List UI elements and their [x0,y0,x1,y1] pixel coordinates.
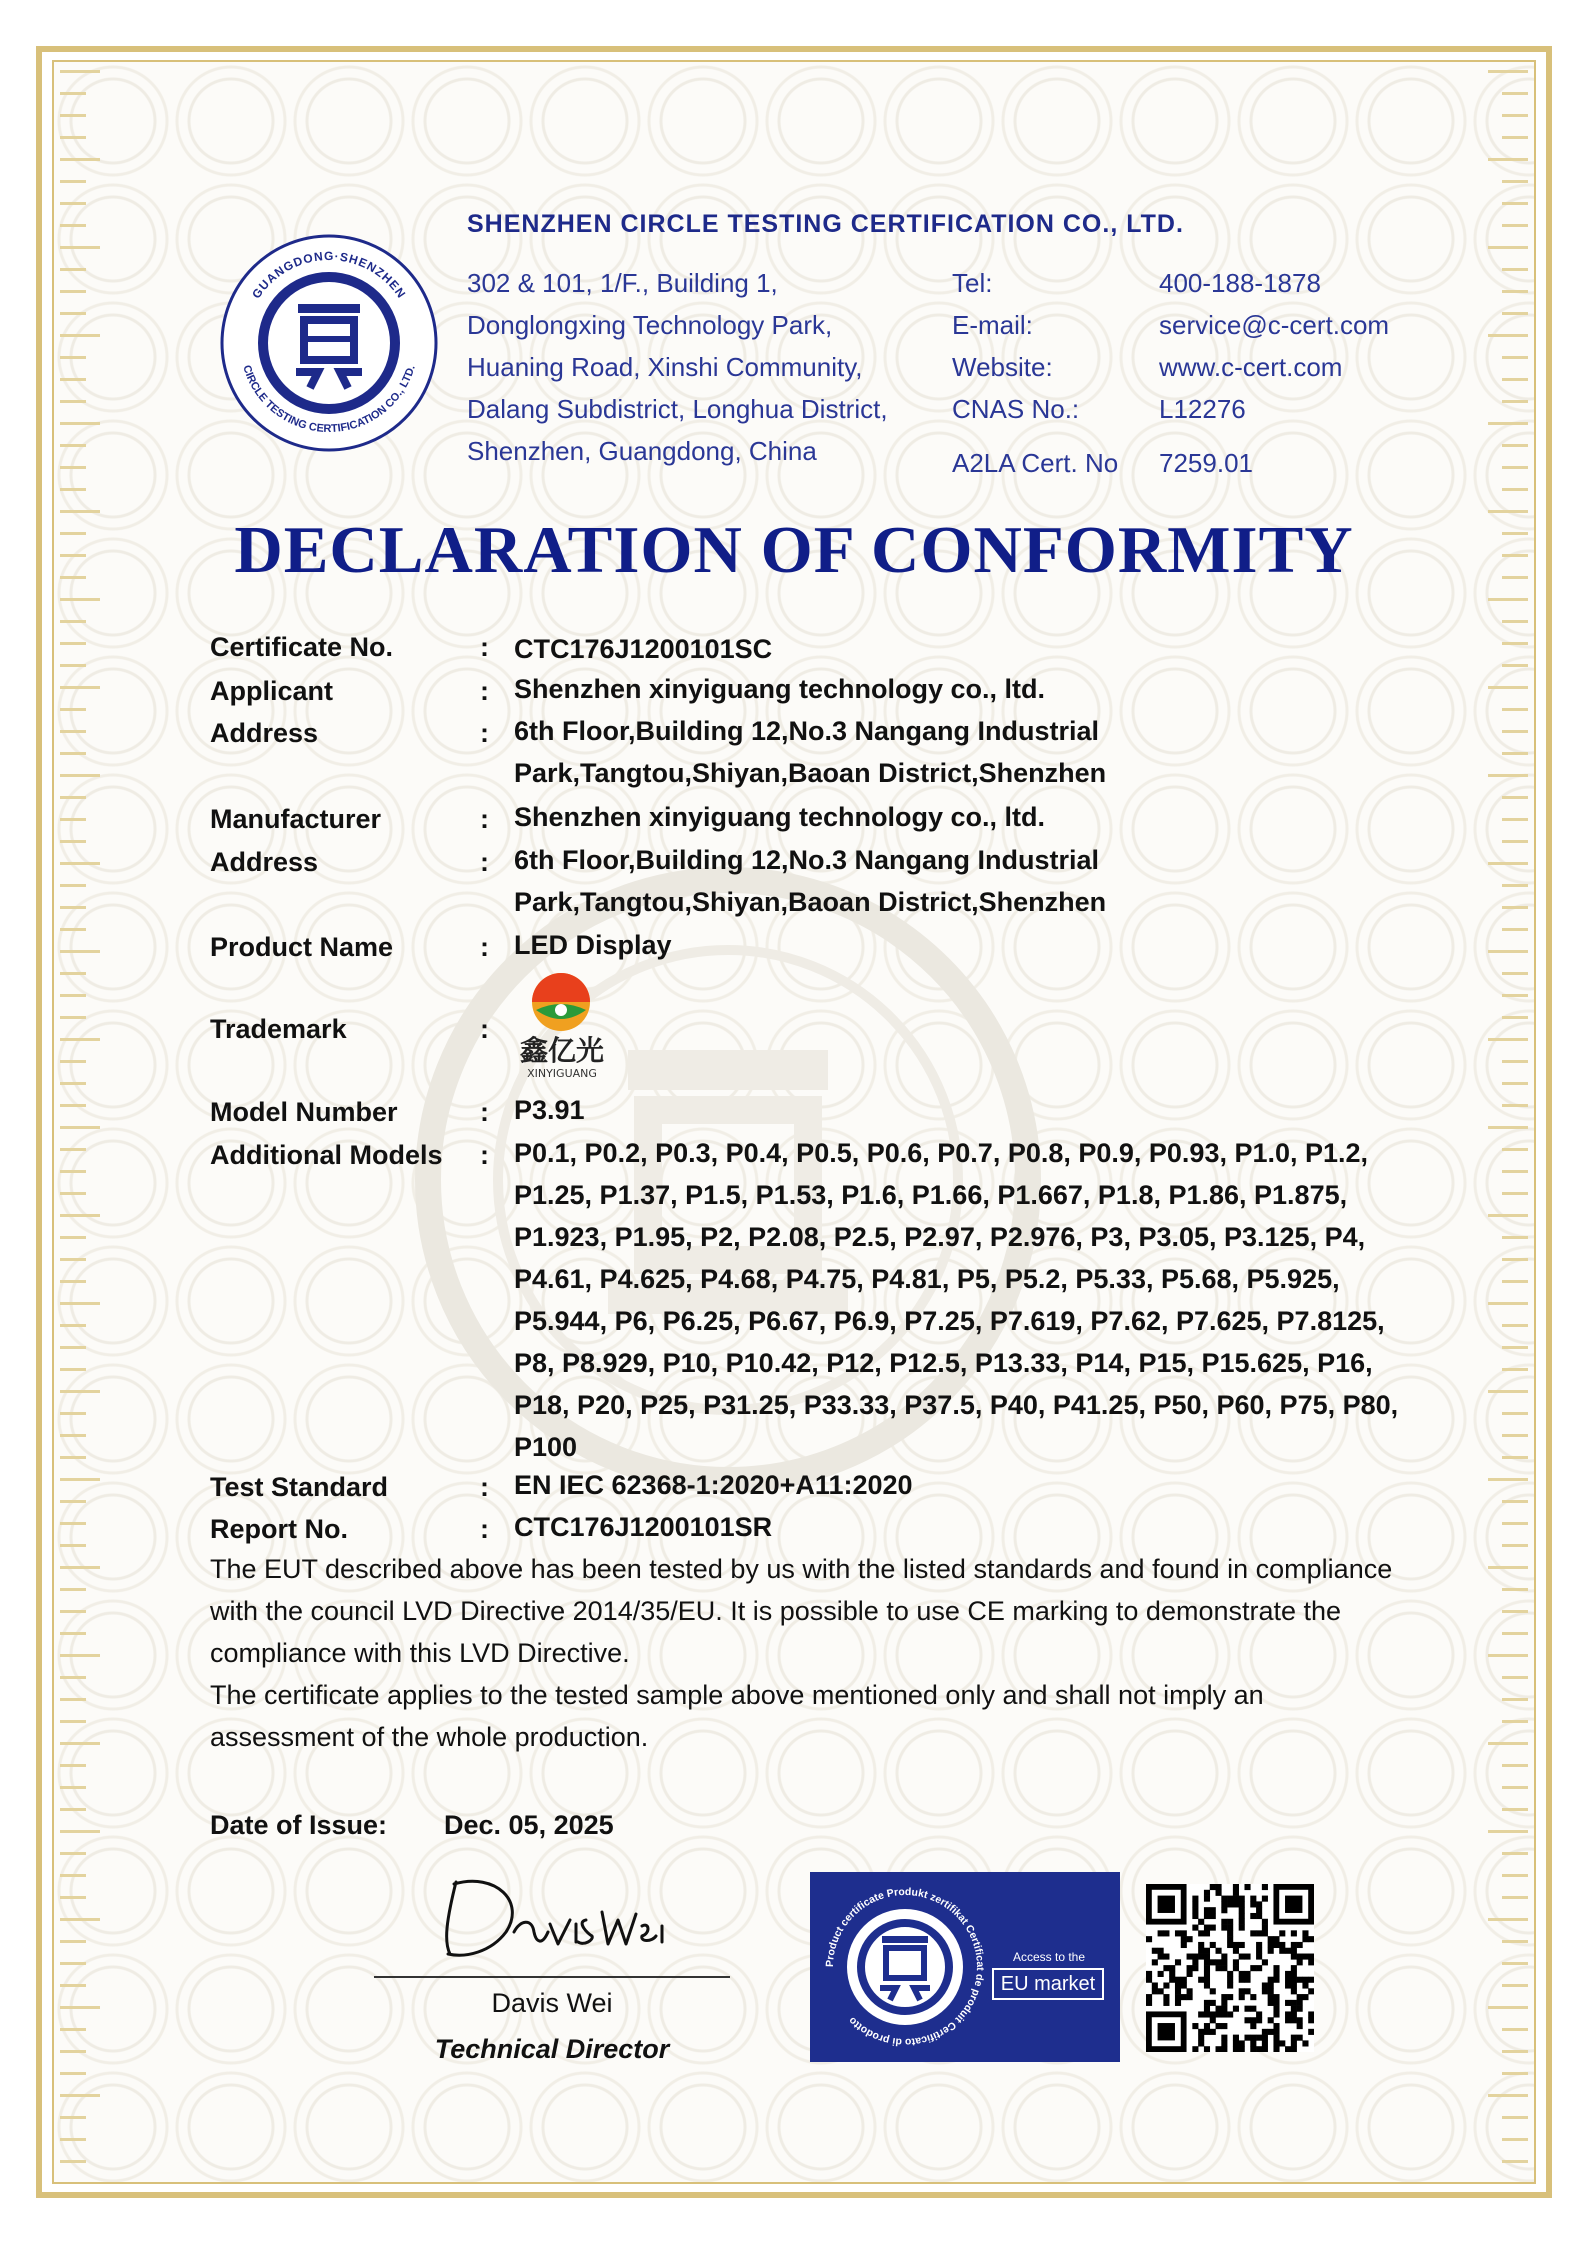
border-tick [1502,488,1528,491]
border-tick [60,1500,86,1503]
border-tick [60,950,100,953]
border-tick [60,1984,86,1987]
a2la-value: 7259.01 [1159,448,1253,478]
border-tick [60,774,100,777]
border-tick [60,466,86,469]
border-tick [60,1522,86,1525]
border-tick [60,1962,86,1965]
border-tick [60,224,86,227]
border-tick [60,1764,86,1767]
border-tick [60,378,86,381]
border-tick [60,972,86,975]
tel-value: 400-188-1878 [1159,268,1321,298]
border-tick [60,1148,86,1151]
border-tick [60,686,100,689]
border-tick [60,180,86,183]
border-tick [1488,2094,1528,2097]
border-tick [60,1390,100,1393]
applicant-value: Shenzhen xinyiguang technology co., ltd. [514,674,1046,704]
border-tick [60,994,86,997]
border-tick [60,708,86,711]
border-tick [60,312,86,315]
border-tick [1502,2138,1528,2141]
border-tick [1502,202,1528,205]
border-tick [60,246,100,249]
qr-code-icon [1146,1884,1314,2052]
border-tick [60,1302,100,1305]
border-tick [60,1324,86,1327]
contact-values [1159,262,1389,430]
border-tick [1502,378,1528,381]
border-tick [1488,1654,1528,1657]
border-tick [1488,246,1528,249]
contact-labels: Tel: E-mail: Website: CNAS No.: [952,268,1080,424]
website-value: www.c-cert.com [1159,352,1343,382]
company-address: 302 & 101, 1/F., Building 1, Donglongxing Technology Park, Huaning Road, Xinshi Community, Dalang Subdistrict, Longhua District, Shenzhen, Guangdong, China [467,268,888,466]
sunrise-logo-icon [514,970,616,1082]
test-standard-value: EN IEC 62368-1:2020+A11:2020 [514,1470,913,1500]
border-tick [1502,1610,1528,1613]
border-tick [1502,180,1528,183]
border-tick [60,444,86,447]
border-tick [1502,92,1528,95]
border-tick [1488,1038,1528,1041]
border-tick [1502,114,1528,117]
border-tick [60,1896,86,1899]
left-border-ticks [60,70,100,2170]
border-tick [60,268,86,271]
border-tick [1488,1830,1528,1833]
border-tick [60,1720,86,1723]
border-tick [60,1170,86,1173]
border-tick [1502,2160,1528,2163]
border-tick [60,862,100,865]
border-tick [60,906,86,909]
border-tick [60,1082,86,1085]
border-tick [1502,356,1528,359]
border-tick [60,598,100,601]
border-tick [1502,136,1528,139]
border-tick [1502,224,1528,227]
border-tick [60,664,86,667]
border-tick [60,1412,86,1415]
border-tick [60,1434,86,1437]
border-tick [60,752,86,755]
border-tick [1502,1676,1528,1679]
company-name: SHENZHEN CIRCLE TESTING CERTIFICATION CO., LTD. [467,210,1184,238]
email-value: service@c-cert.com [1159,310,1390,340]
model-number-value: P3.91 [514,1095,585,1125]
border-tick [60,1192,86,1195]
border-tick [60,620,86,623]
border-tick [1502,1962,1528,1965]
border-tick [1502,400,1528,403]
border-tick [60,70,100,73]
border-tick [60,1874,86,1877]
border-tick [60,1654,100,1657]
border-tick [60,1016,86,1019]
border-tick [1502,268,1528,271]
border-tick [60,1456,86,1459]
product-certificate-seal-icon [816,1878,994,2056]
border-tick [60,1544,86,1547]
border-tick [1502,444,1528,447]
svg-text:CIRCLE TESTING CERTIFICATION C: CIRCLE TESTING CERTIFICATION CO., LTD. [240,363,418,436]
border-tick [1502,312,1528,315]
border-tick [60,2094,100,2097]
border-tick [60,1830,100,1833]
border-tick [1488,158,1528,161]
svg-text:鑫亿光: 鑫亿光 [519,1034,605,1067]
certificate-no-value: CTC176J1200101SC [514,634,773,664]
border-tick [60,2072,86,2075]
border-tick [60,1676,86,1679]
border-tick [1502,1984,1528,1987]
certificate-page: GUANGDONG·SHENZHEN CIRCLE TESTING CERTIFICATION CO., LTD. SHENZHEN CIRCLE TESTING CERTIFICATION CO., LTD. 302 & 101, 1/F., Building 1, Donglongxing Technology Park, Huaning Road, Xinshi Community, Dalang Subdistrict, Longhua District, Shenzhen, Guangdong, China Tel: E-mail: Website: CNAS No.: 400-188-1878 service@c-cert.com www.c-cert.com L12276 A2LA Cert. No 7259.01 DECLARATION OF CONFORMITY Certificate No. : CTC176J1200101SC Applicant : Shenzhen xinyiguang technology co., ltd. Address : 6th Floor,Building 12,No.3 Nangang Industrial Park,Tangtou,Shiyan,Baoan District,Shenzhen Manufacturer : Shenzhen xinyiguang technology co., ltd. Address : 6th Floor,Building 12,No.3 Nangang Industrial Park,Tangtou,Shiyan,Baoan District,Shenzhen Product Name : LED Display Trademark : 鑫亿光 XINYIGUANG Model Number : P3.91 Additional Models : P0.1, P0.2, P0.3, P0.4, P0.5, P0.6, P0.7, P0.8, P0.9, P0.93, P1.0, P1.2, P1.25, P1.37, P1.5, P1.53, P1.6, P1.66, P1.667, P1.8, P1.86, P1.875, P1.923, P1.95, P2, P2.08, P2.5, P2.97, P2.976, P3, P3.05, P3.125, P4, P4.61, P4.625, P4.68, P4.75, P4.81, P5, P5.2, P5.33, P5.68, P5.925, P5.944, P6, P6.25, P6.67, P6.9, P7.25, P7.619, P7.62, P7.625, P7.8125, P8, P8.929, P10, P10.42, P12, P12.5, P13.33, P14, P15, P15.625, P16, P18, P20, P25, P31.25, P33.33, P37.5, P40, P41.25, P50, P60, P75, P80, P100 Test Standard : EN IEC 62368-1:2020+A11:2020 Report No. : CTC176J1200101SR The EUT described above has been tested by us with the listed standards and found in compliance with the council LVD Directive 2014/35/EU. It is possible to use CE marking to demonstrate the compliance with this LVD Directive. The certificate applies to the tested sample above mentioned only and shall not imply an assessment of the whole production. Date of Issue: Dec. 05, 2025 Davis Wei Technical Director Product certificate Produkt zertifikat Certificat de produit Certificato di prodotto Access to the EU market [0,0,1588,2244]
border-tick [1502,1698,1528,1701]
cnas-value: L12276 [1159,394,1246,424]
border-tick [60,1236,86,1239]
border-tick [1502,290,1528,293]
border-tick [1488,70,1528,73]
border-tick [60,1940,86,1943]
border-tick [1502,2072,1528,2075]
border-tick [60,290,86,293]
border-tick [60,1588,86,1591]
border-tick [1502,2050,1528,2053]
border-tick [60,1786,86,1789]
svg-text:Product certificate Produkt ze: Product certificate Produkt zertifikat Certificat de produit Certificato di prodotto [823,1885,987,2049]
border-tick [60,1698,86,1701]
border-tick [60,92,86,95]
border-tick [60,1368,86,1371]
border-tick [60,2050,86,2053]
border-tick [60,818,86,821]
document-title: DECLARATION OF CONFORMITY [234,513,1354,587]
signature-line [374,1976,730,1978]
compliance-statement: The EUT described above has been tested by us with the listed standards and found in compliance with the council LVD Directive 2014/35/EU. It is possible to use CE marking to demonstrate the compliance with this LVD Directive. The certificate applies to the tested sample above mentioned only and shall not imply an assessment of the whole production. [210,1554,1393,1752]
circle-testing-seal-icon [218,232,440,454]
border-tick [60,1060,86,1063]
border-tick [1502,1632,1528,1635]
border-tick [1502,466,1528,469]
border-tick [1502,994,1528,997]
border-tick [60,1852,86,1855]
border-tick [60,334,100,337]
date-of-issue-label: Date of Issue: [210,1810,388,1840]
border-tick [1502,1874,1528,1877]
border-tick [60,1478,100,1481]
additional-models-value: P0.1, P0.2, P0.3, P0.4, P0.5, P0.6, P0.7, P0.8, P0.9, P0.93, P1.0, P1.2, P1.25, P1.37, P1.5, P1.53, P1.6, P1.66, P1.667, P1.8, P1.86, P1.875, P1.923, P1.95, P2, P2.08, P2.5, P2.97, P2.976, P3, P3.05, P3.125, P4, P4.61, P4.625, P4.68, P4.75, P4.81, P5, P5.2, P5.33, P5.68, P5.925, P5.944, P6, P6.25, P6.67, P6.9, P7.25, P7.619, P7.62, P7.625, P7.8125, P8, P8.929, P10, P10.42, P12, P12.5, P13.33, P14, P15, P15.625, P16, P18, P20, P25, P31.25, P33.33, P37.5, P40, P41.25, P50, P60, P75, P80, P100 [514,1138,1399,1462]
border-tick [1502,620,1528,623]
border-tick [1502,2116,1528,2119]
border-tick [1488,1918,1528,1921]
border-tick [1502,2028,1528,2031]
border-tick [1502,1082,1528,1085]
border-tick [60,840,86,843]
border-tick [1502,1720,1528,1723]
border-tick [60,356,86,359]
border-tick [60,422,100,425]
border-tick [60,1104,86,1107]
border-tick [60,1742,100,1745]
signature-icon [436,1862,676,1972]
border-tick [60,1126,100,1129]
border-tick [1488,334,1528,337]
border-tick [1488,422,1528,425]
a2la-label: A2LA Cert. No [952,448,1119,478]
border-tick [60,2006,100,2009]
report-no-value: CTC176J1200101SR [514,1512,773,1542]
border-tick [60,2160,86,2163]
border-tick [1488,598,1528,601]
border-tick [60,796,86,799]
border-tick [1502,1786,1528,1789]
date-of-issue-value: Dec. 05, 2025 [444,1810,614,1840]
border-tick [1488,2006,1528,2009]
border-tick [60,158,100,161]
border-tick [1502,1588,1528,1591]
border-tick [60,400,86,403]
border-tick [60,114,86,117]
border-tick [1502,1852,1528,1855]
border-tick [1488,1742,1528,1745]
border-tick [60,1808,86,1811]
border-tick [60,642,86,645]
border-tick [1502,1016,1528,1019]
border-tick [60,136,86,139]
border-tick [60,928,86,931]
border-tick [1502,1808,1528,1811]
border-tick [60,1346,86,1349]
svg-text:GUANGDONG·SHENZHEN: GUANGDONG·SHENZHEN [249,248,409,302]
border-tick [1488,1566,1528,1569]
signatory-name: Davis Wei [491,1988,613,2018]
border-tick [60,884,86,887]
border-tick [60,202,86,205]
border-tick [60,2138,86,2141]
border-tick [1502,1060,1528,1063]
border-tick [60,1214,100,1217]
border-tick [60,730,86,733]
border-tick [60,1632,86,1635]
border-tick [60,1280,86,1283]
border-tick [60,1566,100,1569]
border-tick [60,1918,100,1921]
border-tick [1502,1764,1528,1767]
border-tick [60,1258,86,1261]
border-tick [60,2116,86,2119]
border-tick [60,2028,86,2031]
border-tick [1502,972,1528,975]
border-tick [1502,1940,1528,1943]
product-name-value: LED Display [514,930,672,960]
manufacturer-value: Shenzhen xinyiguang technology co., ltd. [514,802,1046,832]
border-tick [1502,1896,1528,1899]
border-tick [60,1610,86,1613]
svg-text:XINYIGUANG: XINYIGUANG [527,1067,597,1080]
border-tick [60,488,86,491]
border-tick [60,1038,100,1041]
eu-market-badge: Product certificate Produkt zertifikat Certificat de produit Certificato di prodotto Access to the EU market [810,1872,1120,2062]
signatory-title: Technical Director [434,2034,670,2064]
